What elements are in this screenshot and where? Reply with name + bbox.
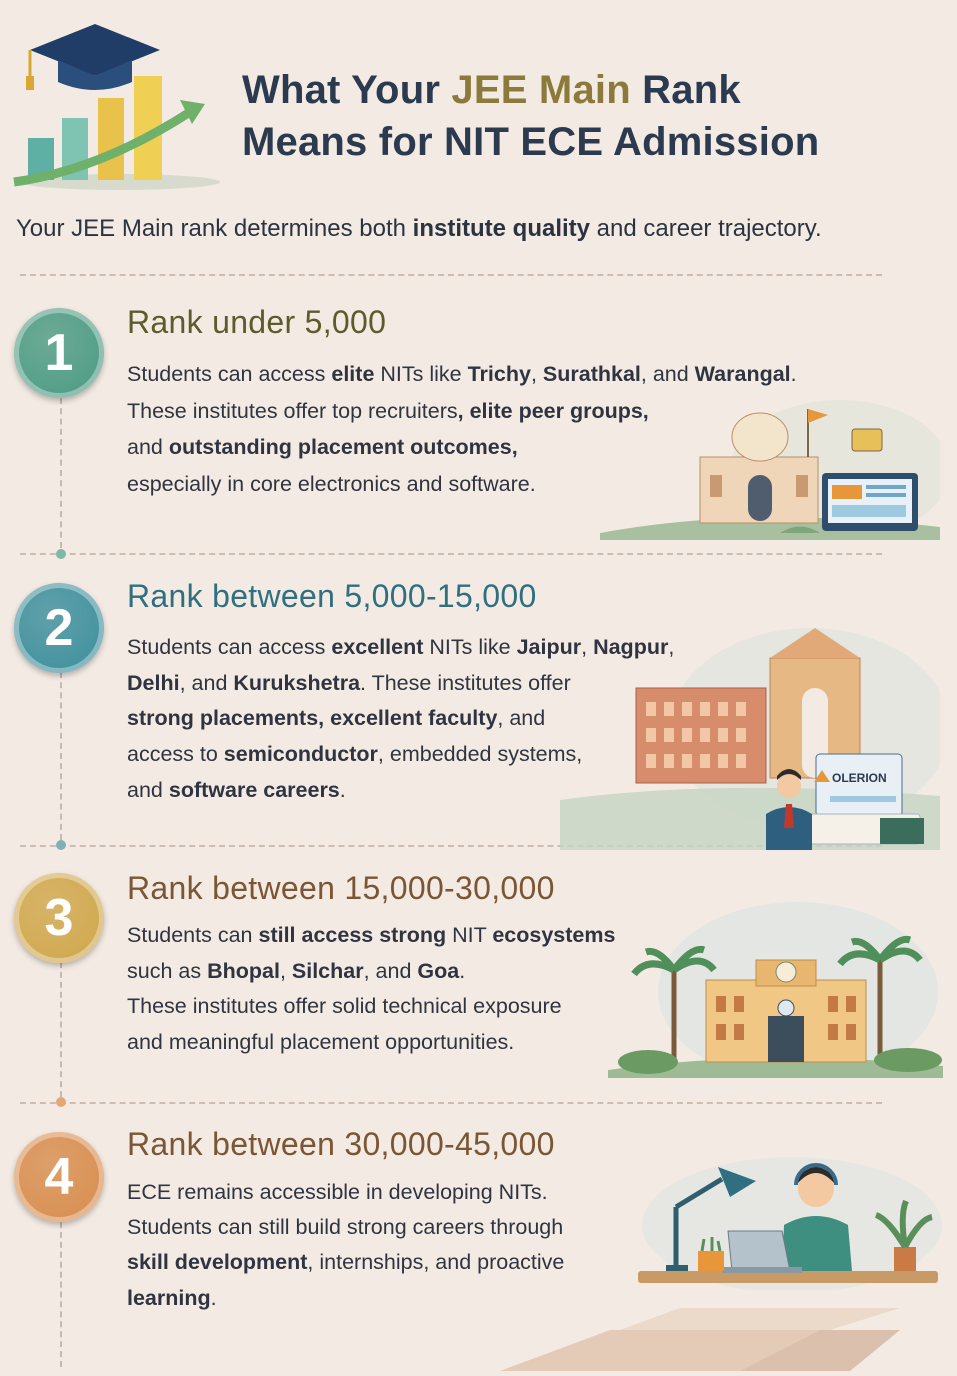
body-text: , xyxy=(668,635,675,659)
bold-text: software careers xyxy=(168,777,340,802)
section-title: Rank under 5,000 xyxy=(127,304,387,340)
body-text: access to xyxy=(127,742,224,767)
section-title: Rank between 30,000-45,000 xyxy=(127,1126,555,1162)
timeline-dot xyxy=(56,1097,66,1107)
body-text: NIT xyxy=(446,923,493,947)
body-text: . xyxy=(790,362,797,386)
college-building-illustration xyxy=(608,900,943,1078)
body-text: and meaningful placement opportunities. xyxy=(127,1029,515,1054)
section-title: Rank between 15,000-30,000 xyxy=(127,870,555,906)
section-body xyxy=(127,1175,564,1316)
sign-text: OLERION xyxy=(832,771,887,785)
body-text: ECE remains accessible in developing NITs. xyxy=(127,1180,548,1204)
intro-bold: institute quality xyxy=(412,215,590,242)
section-body-line xyxy=(127,1025,615,1061)
body-text: , xyxy=(279,958,292,983)
bold-text: ecosystems xyxy=(492,923,616,947)
body-text: , and xyxy=(640,362,695,386)
body-text: and xyxy=(127,435,169,459)
body-text: Students can access xyxy=(127,635,332,659)
bold-text: Bhopal xyxy=(207,958,280,983)
bold-text: Nagpur xyxy=(593,635,669,659)
timeline-dot xyxy=(56,549,66,559)
page-title xyxy=(242,64,942,168)
section-body-line xyxy=(127,356,797,393)
body-text: Students can still build strong careers through xyxy=(127,1215,564,1240)
body-text: . xyxy=(210,1285,217,1310)
bold-text: elite xyxy=(331,362,375,386)
section-body xyxy=(127,918,615,1060)
rank-number-badge: 2 xyxy=(14,583,104,673)
timeline-line xyxy=(60,1222,62,1367)
body-text: NITs like xyxy=(423,635,517,659)
bold-text: Surathkal xyxy=(542,362,641,386)
timeline-line xyxy=(60,398,62,548)
body-text: Students can access xyxy=(127,362,332,386)
divider xyxy=(20,1102,882,1104)
body-text: , and xyxy=(363,958,418,983)
section-body-line xyxy=(127,954,615,990)
intro-part: and career trajectory. xyxy=(590,215,822,242)
bold-text: Delhi xyxy=(127,670,180,695)
body-text: These institutes offer solid technical exposure xyxy=(127,994,562,1018)
body-text: especially in core electronics and software. xyxy=(127,471,536,496)
rank-number-badge: 1 xyxy=(14,308,104,398)
title-line-2: Means for NIT ECE Admission xyxy=(242,120,820,164)
bold-text: learning xyxy=(127,1285,211,1310)
body-text: , and xyxy=(497,706,546,731)
title-part: What Your xyxy=(242,68,452,112)
body-text: . xyxy=(459,958,466,983)
bold-text: still access strong xyxy=(258,923,447,947)
bold-text: Jaipur xyxy=(516,635,582,659)
title-highlight: JEE Main xyxy=(451,68,631,112)
body-text: and xyxy=(127,777,169,802)
student-desk-illustration xyxy=(632,1155,942,1290)
bold-text: , elite peer groups, xyxy=(457,398,649,423)
campus-monument-illustration xyxy=(560,618,940,850)
bold-text: Kurukshetra xyxy=(233,670,361,695)
body-text: NITs like xyxy=(374,362,468,386)
body-text: , xyxy=(581,635,594,659)
bold-text: skill development xyxy=(127,1250,308,1275)
body-text: , xyxy=(530,362,543,386)
timeline-dot xyxy=(56,840,66,850)
section-title: Rank between 5,000-15,000 xyxy=(127,578,537,614)
timeline-line xyxy=(60,962,62,1097)
section-body-line xyxy=(127,918,615,954)
bold-text: excellent xyxy=(331,635,424,659)
bold-text: semiconductor xyxy=(223,742,378,767)
rank-number-badge: 3 xyxy=(14,873,104,963)
body-text: . These institutes offer xyxy=(360,670,571,695)
body-text: , internships, and proactive xyxy=(307,1250,565,1275)
title-part: Rank xyxy=(630,68,741,112)
bold-text: Goa xyxy=(417,958,460,983)
decorative-path xyxy=(380,1300,957,1371)
bold-text: strong placements, excellent faculty xyxy=(127,706,498,731)
body-text: , embedded systems, xyxy=(377,742,583,767)
divider xyxy=(20,274,882,276)
body-text: . xyxy=(339,777,346,802)
body-text: Students can xyxy=(127,923,259,947)
bold-text: Silchar xyxy=(291,958,364,983)
bold-text: outstanding placement outcomes, xyxy=(168,435,518,459)
campus-palace-illustration xyxy=(600,395,940,540)
intro-part: Your JEE Main rank determines both xyxy=(16,215,413,242)
timeline-line xyxy=(60,672,62,840)
section-body-line xyxy=(127,1245,564,1280)
body-text: such as xyxy=(127,958,208,983)
rank-number-badge: 4 xyxy=(14,1132,104,1222)
intro-text xyxy=(16,212,946,246)
section-body-line xyxy=(127,989,615,1025)
bold-text: Trichy xyxy=(467,362,531,386)
body-text: These institutes offer top recruiters xyxy=(127,398,458,423)
graduation-chart-logo-icon xyxy=(10,20,225,195)
section-body-line xyxy=(127,1210,564,1245)
body-text: , and xyxy=(179,670,234,695)
bold-text: Warangal xyxy=(694,362,791,386)
divider xyxy=(20,553,882,555)
section-body-line xyxy=(127,1175,564,1210)
